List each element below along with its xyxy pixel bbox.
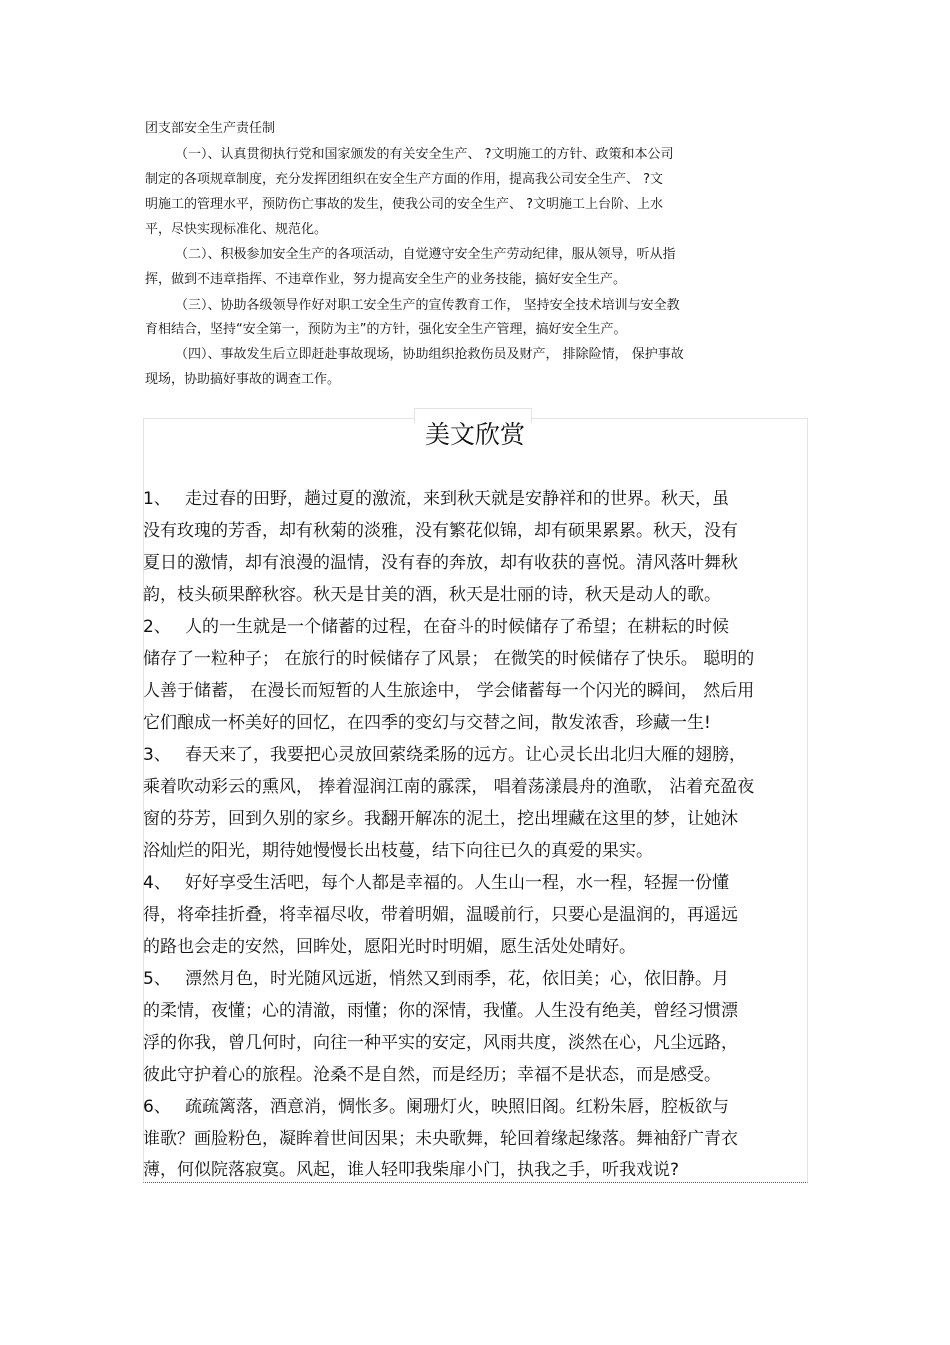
essay-item-number: 4、 — [143, 873, 171, 893]
essay-item-5-line-1: 5、 漂然月色，时光随风远逝，悄然又到雨季，花，依旧美；心，依旧静。月 — [143, 969, 729, 989]
essay-item-6-line-2: 谁歌？画脸粉色，凝眸着世间因果；未央歌舞，轮回着缘起缘落。舞袖舒广青衣 — [143, 1129, 738, 1149]
essay-item-3-line-4: 浴灿烂的阳光，期待她慢慢长出枝蔓，结下向往已久的真爱的果实。 — [143, 841, 653, 861]
essay-item-4-line-1: 4、 好好享受生活吧，每个人都是幸福的。人生山一程，水一程，轻握一份懂 — [143, 873, 729, 893]
essay-item-number: 2、 — [143, 617, 171, 637]
essay-item-4-line-3: 的路也会走的安然，回眸处，愿阳光时时明媚，愿生活处处晴好。 — [143, 937, 636, 957]
essay-item-number: 3、 — [143, 745, 171, 765]
clause-4-line-1: （四）、事故发生后立即赶赴事故现场，协助组织抢救伤员及财产， 排除险情， 保护事故 — [175, 347, 684, 362]
clause-1-line-4: 平，尽快实现标准化、规范化。 — [145, 222, 328, 237]
essay-item-2-line-4: 它们酿成一杯美好的回忆，在四季的变幻与交替之间，散发浓香，珍藏一生! — [143, 713, 711, 733]
essay-item-5-line-4: 彼此守护着心的旅程。沧桑不是自然，而是经历；幸福不是状态，而是感受。 — [143, 1065, 721, 1085]
essay-item-1-line-2: 没有玫瑰的芳香，却有秋菊的淡雅，没有繁花似锦，却有硕果累累。秋天，没有 — [143, 521, 738, 541]
essay-item-number: 5、 — [143, 969, 171, 989]
clause-1-line-2: 制定的各项规章制度，充分发挥团组织在安全生产方面的作用，提高我公司安全生产、 ?文 — [145, 172, 664, 187]
essay-title: 美文欣赏 — [424, 420, 525, 449]
clause-2-line-2: 挥，做到不违章指挥、不违章作业，努力提高安全生产的业务技能，搞好安全生产。 — [145, 272, 627, 287]
essay-item-6-line-3: 薄，何似院落寂寞。风起，谁人轻叩我柴扉小门，执我之手，听我戏说? — [143, 1160, 680, 1180]
essay-item-2-line-3: 人善于储蓄， 在漫长而短暂的人生旅途中， 学会储蓄每一个闪光的瞬间， 然后用 — [143, 681, 755, 701]
essay-item-number: 6、 — [143, 1097, 171, 1117]
clause-2-line-1: （二）、积极参加安全生产的各项活动，自觉遵守安全生产劳动纪律，服从领导，听从指 — [175, 247, 676, 262]
clause-1-line-1: （一）、认真贯彻执行党和国家颁发的有关安全生产、 ?文明施工的方针、政策和本公司 — [175, 147, 674, 162]
essay-item-5-line-3: 浮的你我，曾几何时，向往一种平实的安定，风雨共度，淡然在心，凡尘远路， — [143, 1033, 738, 1053]
essay-item-5-line-2: 的柔情，夜懂；心的清澈，雨懂；你的深情，我懂。人生没有绝美，曾经习惯漂 — [143, 1001, 738, 1021]
essay-item-3-line-3: 窗的芬芳，回到久别的家乡。我翻开解冻的泥土，挖出埋藏在这里的梦，让她沐 — [143, 809, 738, 829]
essay-item-2-line-1: 2、 人的一生就是一个储蓄的过程，在奋斗的时候储存了希望；在耕耘的时候 — [143, 617, 729, 637]
essay-item-number: 1、 — [143, 489, 171, 509]
essay-item-1-line-3: 夏日的激情，却有浪漫的温情，没有春的奔放，却有收获的喜悦。清风落叶舞秋 — [143, 553, 738, 573]
essay-item-3-line-1: 3、 春天来了，我要把心灵放回萦绕柔肠的远方。让心灵长出北归大雁的翅膀， — [143, 745, 746, 765]
clause-4-line-2: 现场，协助搞好事故的调查工作。 — [145, 372, 341, 387]
document-title: 团支部安全生产责任制 — [145, 121, 276, 136]
essay-item-1-line-4: 韵，枝头硕果醉秋容。秋天是甘美的酒，秋天是壮丽的诗，秋天是动人的歌。 — [143, 585, 721, 605]
essay-item-4-line-2: 得，将牵挂折叠，将幸福尽收，带着明媚，温暖前行，只要心是温润的，再遥远 — [143, 905, 738, 925]
essay-item-6-line-1: 6、 疏疏篱落，酒意消，惆怅多。阑珊灯火，映照旧阁。红粉朱唇，腔板欲与 — [143, 1097, 729, 1117]
clause-3-line-1: （三）、协助各级领导作好对职工安全生产的宣传教育工作， 坚持安全技术培训与安全教 — [175, 298, 680, 313]
clause-1-line-3: 明施工的管理水平，预防伤亡事故的发生，使我公司的安全生产、 ?文明施工上台阶、上水 — [145, 197, 664, 212]
essay-item-3-line-2: 乘着吹动彩云的熏风， 捧着湿润江南的霡霂， 唱着荡漾晨舟的渔歌， 沾着充盈夜 — [143, 777, 755, 797]
essay-item-1-line-1: 1、 走过春的田野，趟过夏的激流，来到秋天就是安静祥和的世界。秋天，虽 — [143, 489, 729, 509]
essay-item-2-line-2: 储存了一粒种子； 在旅行的时候储存了风景； 在微笑的时候储存了快乐。 聪明的 — [143, 649, 755, 669]
clause-3-line-2: 育相结合，坚持“安全第一，预防为主”的方针，强化安全生产管理，搞好安全生产。 — [145, 322, 627, 337]
